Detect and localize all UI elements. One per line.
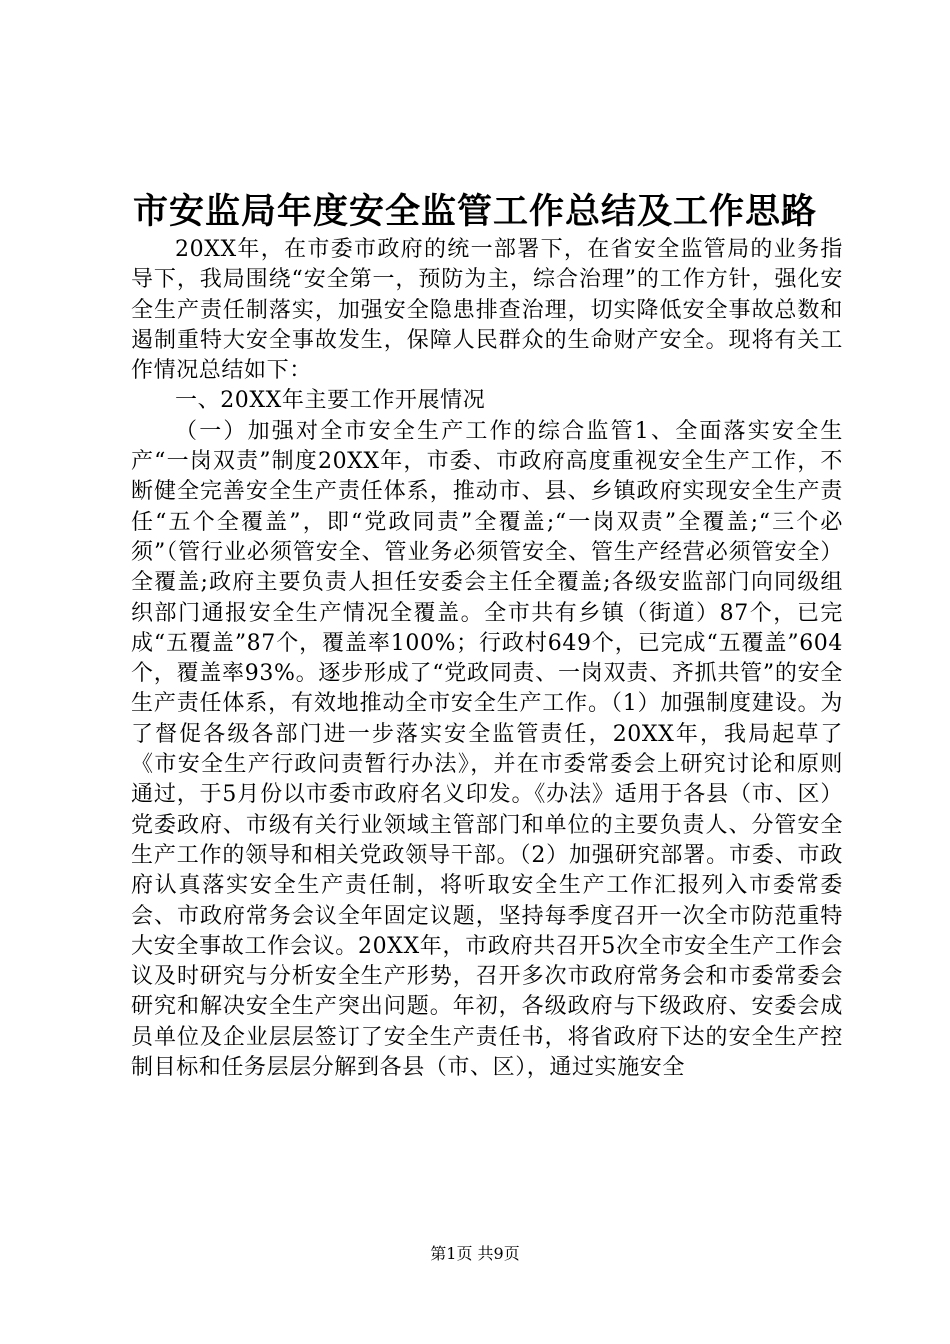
document-title: 市安监局年度安全监管工作总结及工作思路 xyxy=(132,191,817,232)
intro-paragraph: 20XX年，在市委市政府的统一部署下，在省安全监管局的业务指导下，我局围绕“安全第一，预防为主，综合治理”的工作方针，强化安全生产责任制落实，加强安全隐患排查治理，切实降低安全事故总数和遏制重特大安全事故发生，保障人民群众的生命财产安全。现将有关工作情况总结如下： xyxy=(131,237,843,384)
section-paragraph: （一）加强对全市安全生产工作的综合监管1、全面落实安全生产“一岗双责”制度20XX年，市委、市政府高度重视安全生产工作，不断健全完善安全生产责任体系，推动市、县、乡镇政府实现安全生产责任“五个全覆盖”，即“党政同责”全覆盖;“一岗双责”全覆盖;“三个必须”（管行业必须管安全、管业务必须管安全、管生产经营必须管安全）全覆盖;政府主要负责人担任安委会主任全覆盖;各级安监部门向同级组织部门通报安全生产情况全覆盖。全市共有乡镇（街道）87个，已完成“五覆盖”87个，覆盖率100%；行政村649个，已完成“五覆盖”604个，覆盖率93%。逐步形成了“党政同责、一岗双责、齐抓共管”的安全生产责任体系，有效地推动全市安全生产工作。（1）加强制度建设。为了督促各级各部门进一步落实安全监管责任，20XX年，我局起草了《市安全生产行政问责暂行办法》，并在市委常委会上研究讨论和原则通过，于5月份以市委市政府名义印发。《办法》适用于各县（市、区）党委政府、市级有关行业领域主管部门和单位的主要负责人、分管安全生产工作的领导和相关党政领导干部。（2）加强研究部署。市委、市政府认真落实安全生产责任制，将听取安全生产工作汇报列入市委常委会、市政府常务会议全年固定议题，坚持每季度召开一次全市防范重特大安全事故工作会议。20XX年，市政府共召开5次全市安全生产工作会议及时研究与分析安全生产形势，召开多次市政府常务会和市委常委会研究和解决安全生产突出问题。年初，各级政府与下级政府、安委会成员单位及企业层层签订了安全生产责任书，将省政府下达的安全生产控制目标和任务层层分解到各县（市、区），通过实施安全 xyxy=(131,418,843,1081)
document-body xyxy=(131,235,843,1083)
section-heading: 一、20XX年主要工作开展情况 xyxy=(175,388,486,414)
page-number: 第1页 共9页 xyxy=(430,1244,520,1263)
